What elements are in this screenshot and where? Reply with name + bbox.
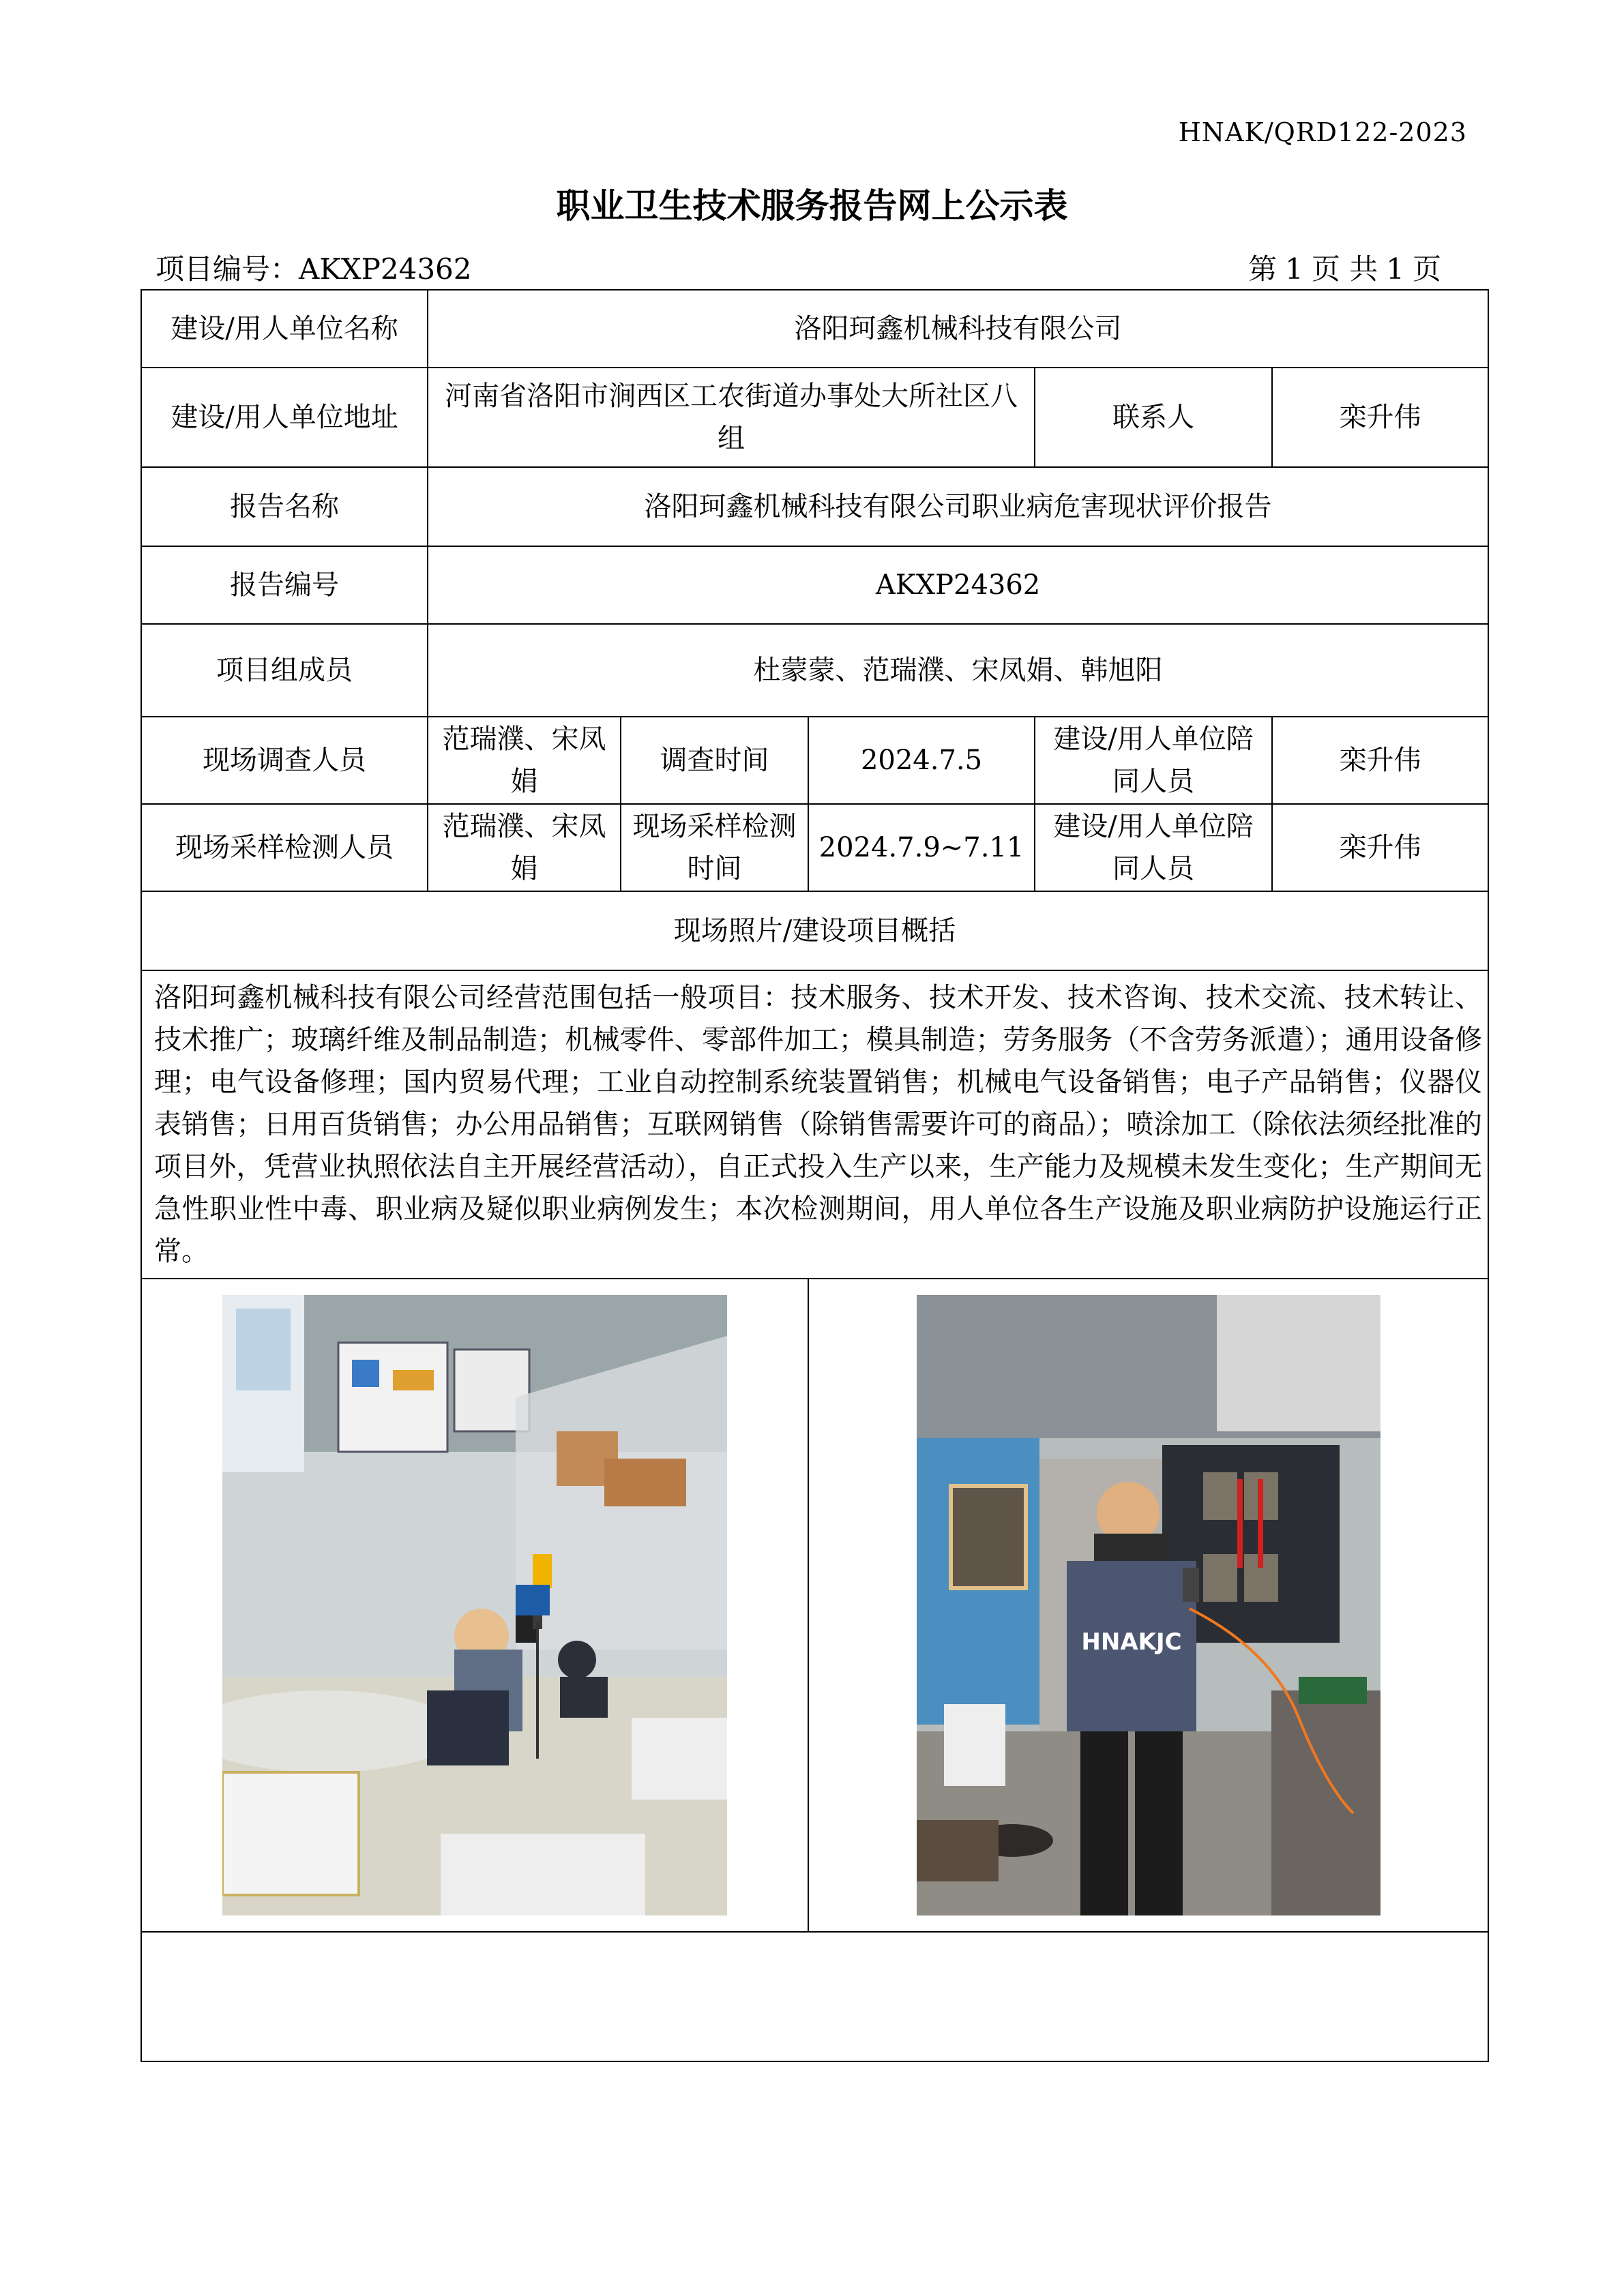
unit-name: 洛阳珂鑫机械科技有限公司 (428, 290, 1488, 368)
site-photo-2 (917, 1295, 1381, 1915)
row-photos (141, 1279, 1488, 1932)
unit-address: 河南省洛阳市涧西区工农街道办事处大所社区八组 (428, 368, 1035, 467)
page-suffix: 页 (1412, 252, 1441, 286)
survey-time: 2024.7.5 (808, 717, 1035, 804)
sampling-time-label: 现场采样检测时间 (621, 804, 808, 891)
row-report-number (141, 546, 1488, 624)
contact: 栾升伟 (1272, 368, 1488, 467)
survey-staff: 范瑞濮、宋凤娟 (428, 717, 621, 804)
page-info (1240, 247, 1441, 288)
row-survey (141, 717, 1488, 804)
row-blank (141, 1932, 1488, 2061)
row-unit-name (141, 290, 1488, 368)
sampling-staff: 范瑞濮、宋凤娟 (428, 804, 621, 891)
document-code: HNAK/QRD122-2023 (1178, 117, 1467, 147)
report-number-label: 报告编号 (141, 546, 428, 624)
page-mid: 页 共 (1311, 252, 1378, 286)
report-name: 洛阳珂鑫机械科技有限公司职业病危害现状评价报告 (428, 467, 1488, 546)
row-team (141, 624, 1488, 717)
page-prefix: 第 (1248, 252, 1278, 286)
site-photo-1 (222, 1295, 727, 1915)
contact-label: 联系人 (1035, 368, 1272, 467)
project-number-value: AKXP24362 (299, 252, 472, 286)
team-label: 项目组成员 (141, 624, 428, 717)
row-sampling (141, 804, 1488, 891)
sampling-accompany-label: 建设/用人单位陪同人员 (1035, 804, 1272, 891)
unit-address-label: 建设/用人单位地址 (141, 368, 428, 467)
sampling-time: 2024.7.9~7.11 (808, 804, 1035, 891)
report-number: AKXP24362 (428, 546, 1488, 624)
document-title: 职业卫生技术服务报告网上公示表 (556, 186, 1068, 226)
team-members: 杜蒙蒙、范瑞濮、宋凤娟、韩旭阳 (428, 624, 1488, 717)
sampling-staff-label: 现场采样检测人员 (141, 804, 428, 891)
photo-jacket-text: HNAKJC (1080, 1628, 1182, 1656)
page-number: 1 (1285, 252, 1303, 286)
disclosure-table (141, 289, 1489, 2062)
photo-section-label: 现场照片/建设项目概括 (141, 891, 1488, 970)
survey-staff-label: 现场调查人员 (141, 717, 428, 804)
project-number-label: 项目编号： (156, 252, 299, 286)
blank-cell (141, 1932, 1488, 2061)
row-summary (141, 970, 1488, 1279)
row-report-name (141, 467, 1488, 546)
unit-name-label: 建设/用人单位名称 (141, 290, 428, 368)
photo-cell-left (141, 1279, 808, 1932)
row-photo-section (141, 891, 1488, 970)
photo-cell-right (808, 1279, 1488, 1932)
survey-accompany-label: 建设/用人单位陪同人员 (1035, 717, 1272, 804)
page-total: 1 (1386, 252, 1404, 286)
sampling-accompany: 栾升伟 (1272, 804, 1488, 891)
report-name-label: 报告名称 (141, 467, 428, 546)
survey-time-label: 调查时间 (621, 717, 808, 804)
project-number (156, 247, 472, 288)
row-unit-address (141, 368, 1488, 467)
survey-accompany: 栾升伟 (1272, 717, 1488, 804)
project-summary: 洛阳珂鑫机械科技有限公司经营范围包括一般项目：技术服务、技术开发、技术咨询、技术交流、技术转让、技术推广；玻璃纤维及制品制造；机械零件、零部件加工；模具制造；劳务服务（不含劳务派遣）；通用设备修理；电气设备修理；国内贸易代理；工业自动控制系统装置销售；机械电气设备销售；电子产品销售；仪器仪表销售；日用百货销售；办公用品销售；互联网销售（除销售需要许可的商品）；喷涂加工（除依法须经批准的项目外，凭营业执照依法自主开展经营活动），自正式投入生产以来，生产能力及规模未发生变化；生产期间无急性职业性中毒、职业病及疑似职业病例发生；本次检测期间，用人单位各生产设施及职业病防护设施运行正常。 (141, 970, 1488, 1279)
